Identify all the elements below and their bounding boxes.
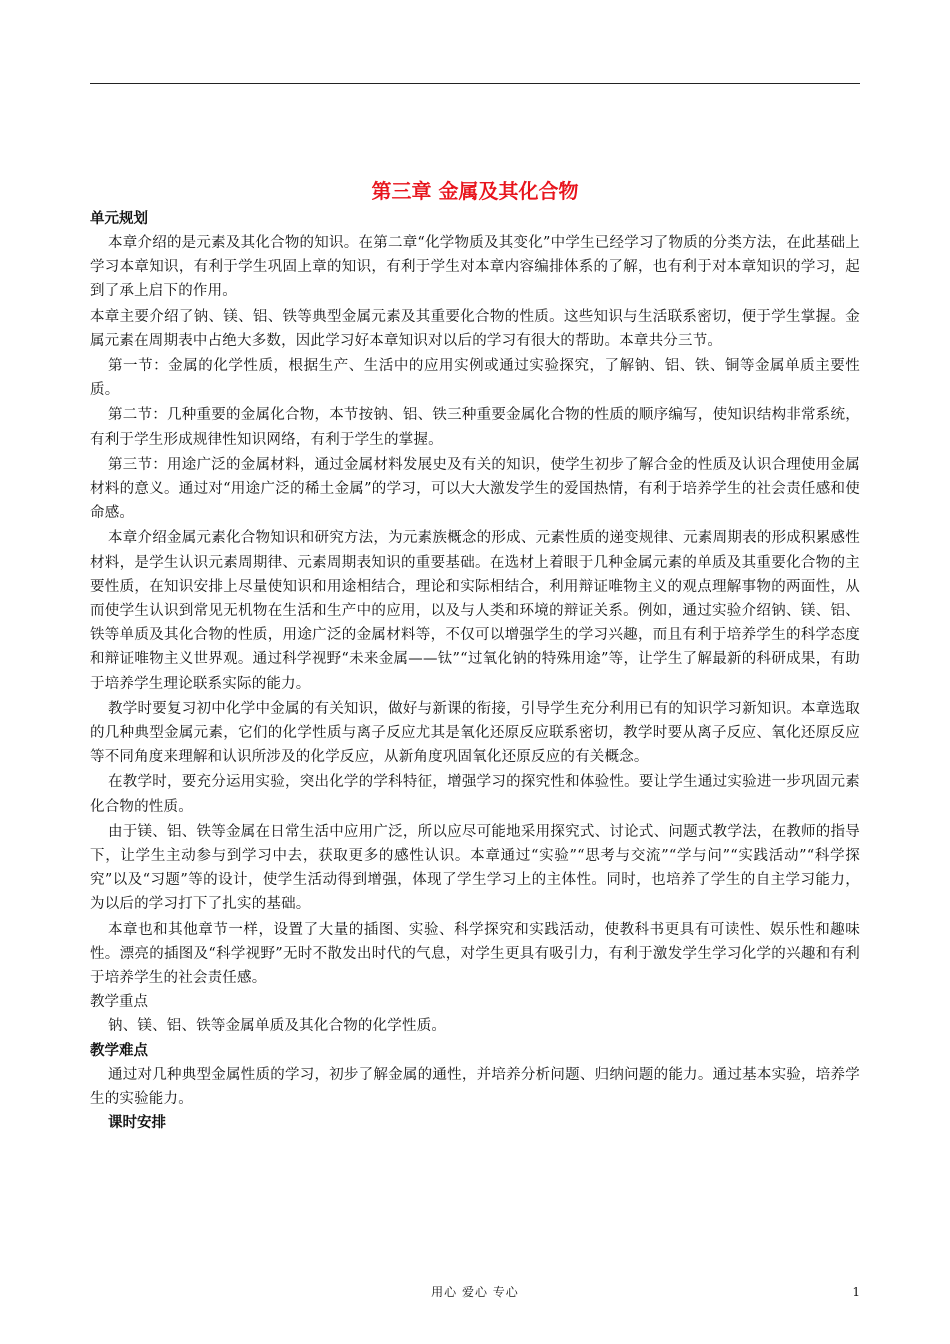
paragraph: 第三节：用途广泛的金属材料，通过金属材料发展史及有关的知识，使学生初步了解合金的性质及认识合理使用金属材料的意义。通过对“用途广泛的稀土金属”的学习，可以大大激发学生的爱国热情，有利于培养学生的社会责任感和使命感。 — [90, 456, 860, 522]
paragraph: 本章也和其他章节一样，设置了大量的插图、实验、科学探究和实践活动，使教科书更具有可读性、娱乐性和趣味性。漂亮的插图及“科学视野”无时不散发出时代的气息，对学生更具有吸引力，有利于激发学生学习化学的兴趣和有利于培养学生的社会责任感。 — [90, 921, 860, 987]
paragraph: 由于镁、铝、铁等金属在日常生活中应用广泛，所以应尽可能地采用探究式、讨论式、问题式教学法，在教师的指导下，让学生主动参与到学习中去，获取更多的感性认识。本章通过“实验”“思考与交流”“学与问”“实践活动”“科学探究”以及“习题”等的设计，使学生活动得到增强，体现了学生学习上的主体性。同时，也培养了学生的自主学习能力，为以后的学习打下了扎实的基础。 — [90, 823, 860, 913]
paragraph: 钠、镁、铝、铁等金属单质及其化合物的化学性质。 — [108, 1018, 447, 1035]
section-heading-schedule: 课时安排 — [108, 1114, 166, 1131]
paragraph: 在教学时，要充分运用实验，突出化学的学科特征，增强学习的探究性和体验性。要让学生通过实验进一步巩固元素化合物的性质。 — [90, 774, 860, 815]
chapter-title: 第三章 金属及其化合物 — [371, 179, 579, 203]
footer-motto: 用心 爱心 专心 — [431, 1285, 519, 1299]
paragraph: 第一节：金属的化学性质，根据生产、生活中的应用实例或通过实验探究，了解钠、铝、铁、铜等金属单质主要性质。 — [90, 358, 860, 399]
section-heading-unit-plan: 单元规划 — [90, 211, 148, 227]
paragraph: 本章主要介绍了钠、镁、铝、铁等典型金属元素及其重要化合物的性质。这些知识与生活联系密切，便于学生掌握。金属元素在周期表中占绝大多数，因此学习好本章知识对以后的学习有很大的帮助。本章共分三节。 — [90, 308, 860, 349]
section-heading-key-points: 教学重点 — [90, 994, 148, 1011]
paragraph: 通过对几种典型金属性质的学习，初步了解金属的通性，并培养分析问题、归纳问题的能力。通过基本实验，培养学生的实验能力。 — [90, 1066, 860, 1107]
paragraph: 本章介绍的是元素及其化合物的知识。在第二章“化学物质及其变化”中学生已经学习了物质的分类方法，在此基础上学习本章知识，有利于学生巩固上章的知识，有利于学生对本章内容编排体系的了解，也有利于对本章知识的学习，起到了承上启下的作用。 — [90, 235, 860, 300]
section-heading-difficulties: 教学难点 — [90, 1042, 148, 1059]
page-number: 1 — [852, 1285, 860, 1299]
header-rule — [90, 83, 860, 84]
page-content — [90, 175, 860, 1135]
paragraph: 教学时要复习初中化学中金属的有关知识，做好与新课的衔接，引导学生充分利用已有的知识学习新知识。本章选取的几种典型金属元素，它们的化学性质与离子反应尤其是氧化还原反应联系密切，教学时要从离子反应、氧化还原反应等不同角度来理解和认识所涉及的化学反应，从新角度巩固氧化还原反应的有关概念。 — [90, 700, 860, 766]
paragraph: 本章介绍金属元素化合物知识和研究方法，为元素族概念的形成、元素性质的递变规律、元素周期表的形成积累感性材料，是学生认识元素周期律、元素周期表知识的重要基础。在选材上着眼于几种金属元素的单质及其重要化合物的主要性质，在知识安排上尽量使知识和用途相结合，理论和实际相结合，利用辩证唯物主义的观点理解事物的两面性，从而使学生认识到常见无机物在生活和生产中的应用，以及与人类和环境的辩证关系。例如，通过实验介绍钠、镁、铝、铁等单质及其化合物的性质，用途广泛的金属材料等，不仅可以增强学生的学习兴趣，而且有利于培养学生的科学态度和辩证唯物主义世界观。通过科学视野“未来金属——钛”“过氧化钠的特殊用途”等，让学生了解最新的科研成果，有助于培养学生理论联系实际的能力。 — [90, 530, 860, 692]
paragraph: 第二节：几种重要的金属化合物，本节按钠、铝、铁三种重要金属化合物的性质的顺序编写，使知识结构非常系统，有利于学生形成规律性知识网络，有利于学生的掌握。 — [90, 407, 860, 448]
